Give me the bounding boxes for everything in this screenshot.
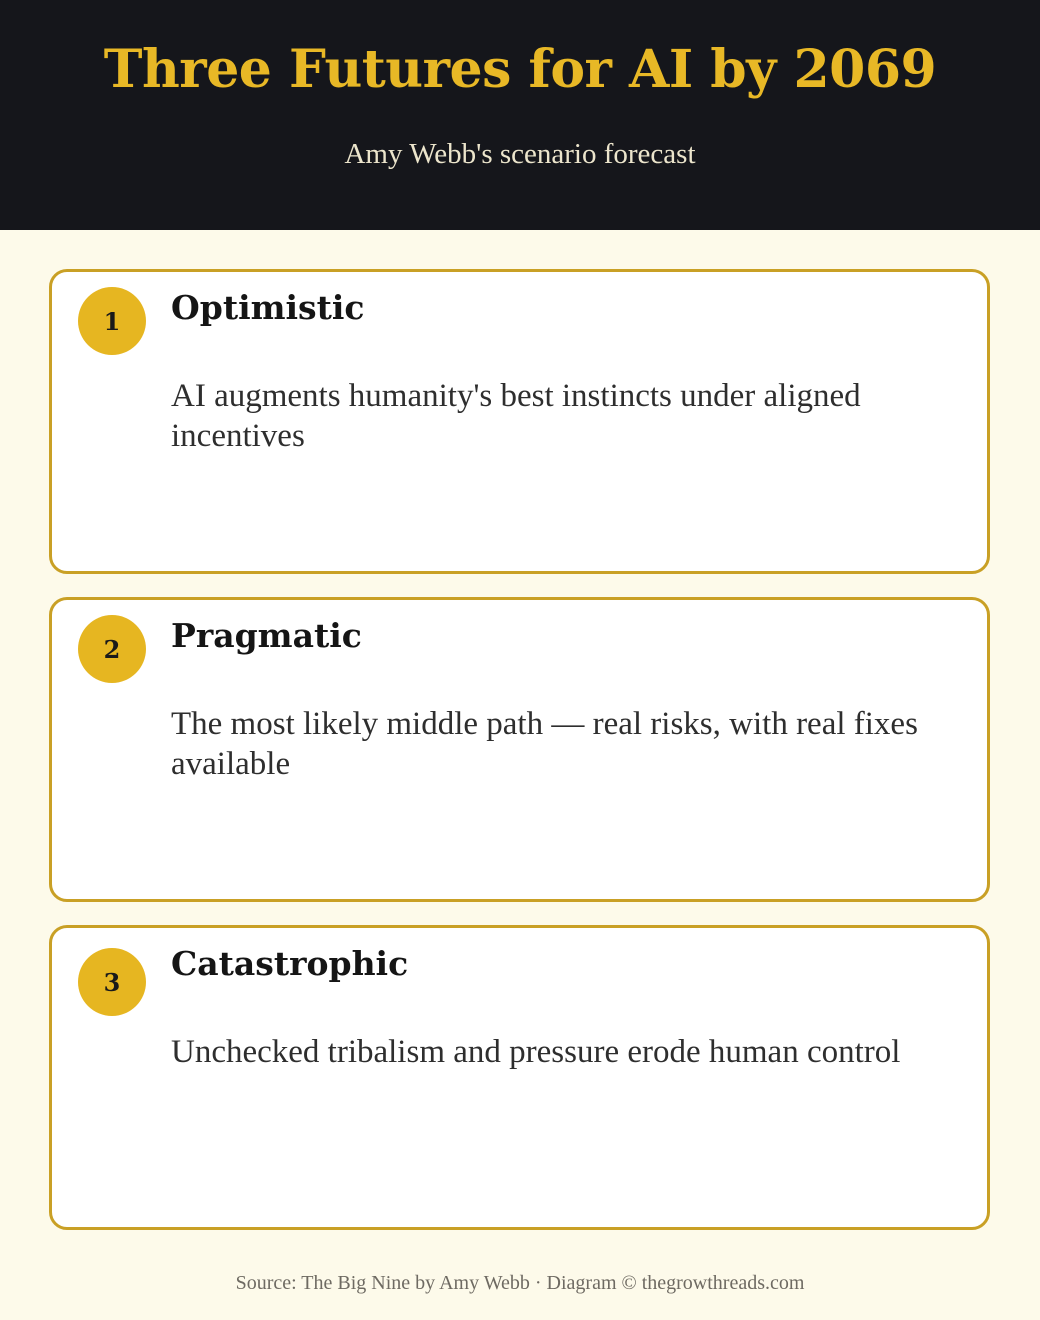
page-subtitle: Amy Webb's scenario forecast <box>344 138 696 170</box>
scenario-title: Pragmatic <box>171 616 362 655</box>
scenario-number-badge: 1 <box>78 287 146 355</box>
source-footer: Source: The Big Nine by Amy Webb · Diagram © thegrowthreads.com <box>235 1272 805 1294</box>
scenario-card-optimistic <box>49 269 990 574</box>
scenario-title: Catastrophic <box>171 944 409 983</box>
page-title: Three Futures for AI by 2069 <box>103 39 937 100</box>
scenario-number-badge: 3 <box>78 948 146 1016</box>
scenario-description: Unchecked tribalism and pressure erode human control <box>171 1034 901 1070</box>
scenario-description: The most likely middle path — real risks, with real fixes available <box>171 706 918 782</box>
scenario-title: Optimistic <box>171 288 365 327</box>
header-banner <box>0 0 1040 230</box>
scenario-card-pragmatic <box>49 597 990 902</box>
scenario-card-catastrophic <box>49 925 990 1230</box>
scenario-number-badge: 2 <box>78 615 146 683</box>
scenario-description: AI augments humanity's best instincts under aligned incentives <box>171 378 861 454</box>
